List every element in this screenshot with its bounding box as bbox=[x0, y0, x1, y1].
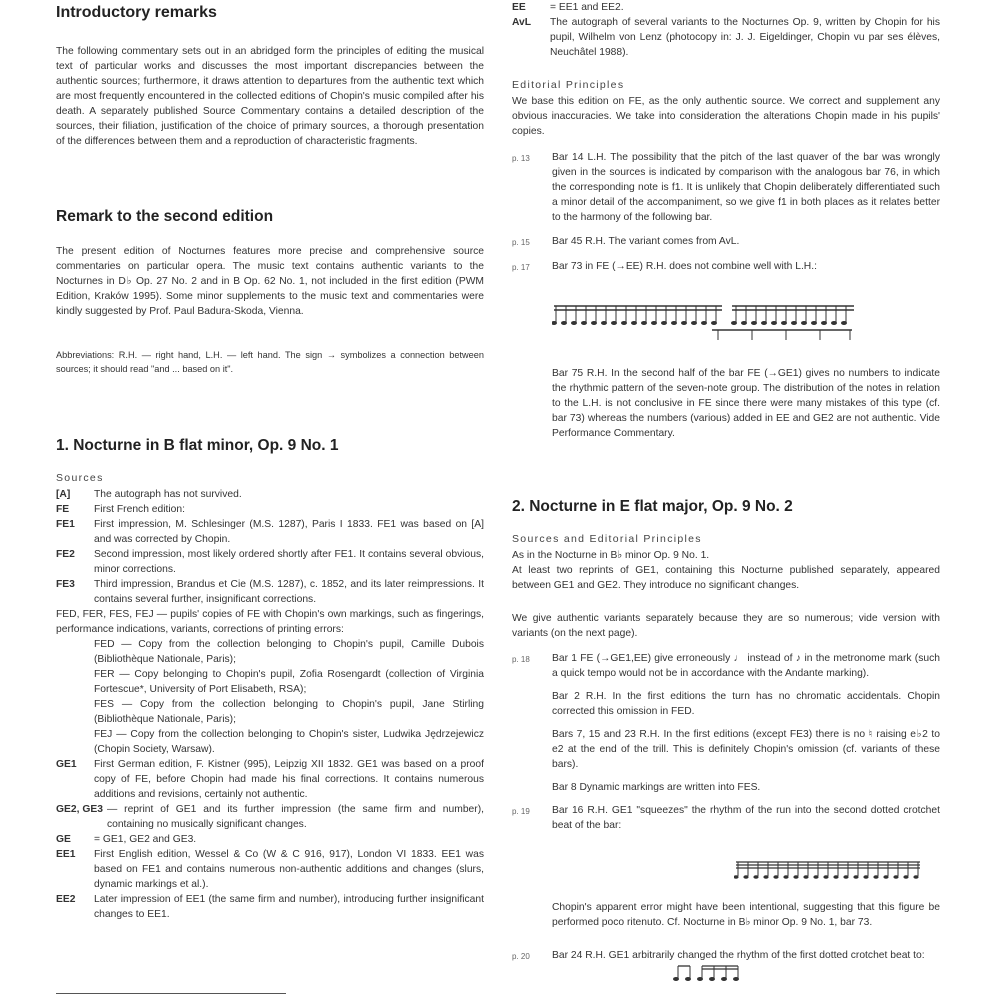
notes-nocturne-2 bbox=[512, 651, 940, 833]
source-entry: GE = GE1, GE2 and GE3. bbox=[56, 834, 197, 845]
source-entry: FE1 First impression, M. Schlesinger (M.S. 1287), Paris I 1833. FE1 was based on [A] and was corrected by Chopin. bbox=[56, 519, 484, 545]
music-example-bar-24 bbox=[672, 963, 744, 985]
editorial-principles-label: Editorial Principles bbox=[512, 79, 625, 91]
nocturne-2-title: 2. Nocturne in E flat major, Op. 9 No. 2 bbox=[512, 498, 793, 515]
bar-24-note-wrap bbox=[512, 948, 940, 964]
variants-text: We give authentic variants separately because they are so numerous; vide version with variants (on the next page). bbox=[512, 613, 940, 639]
nocturne-1-title: 1. Nocturne in B flat minor, Op. 9 No. 1 bbox=[56, 437, 339, 454]
second-edition-title: Remark to the second edition bbox=[56, 208, 274, 225]
source-entry: EE1 First English edition, Wessel & Co (W & C 916, 917), London VI 1833. EE1 was based on FE1 and contains numerous non-authentic additions and changes (slurs, dynamic markings et al.). bbox=[56, 849, 484, 890]
note-entry: p. 13 Bar 14 L.H. The possibility that the pitch of the last quaver of the bar was wrongly given in the sources is indicated by comparison with the analogous bar 76, in which the corresponding note is f1. It is unlikely that Chopin deliberately differentiated such a minor detail of the accompaniment, so we give f1 in both places as it relates better to the harmony of the following bar. bbox=[512, 152, 940, 223]
bar-2-note: Bar 2 R.H. In the first editions the turn has no chromatic accidentals. Chopin corrected this omission in FED. bbox=[552, 691, 940, 717]
note-entry: p. 19 Bar 16 R.H. GE1 "squeezes" the rhythm of the run into the second dotted crotchet beat of the bar: bbox=[512, 805, 940, 831]
second-edition-text: The present edition of Nocturnes features more precise and comprehensive source commentaries on particular opera. The music text contains authentic variants to the Nocturnes in D♭ Op. 27 No. 2 and in B Op. 62 No. 1, not included in the first edition (PWM Edition, Kraków 1995). Some minor supplements to the music text and commentaries were kindly suggested by Prof. Paul Badura-Skoda, Vienna. bbox=[56, 246, 484, 317]
source-entry: AvL The autograph of several variants to the Nocturnes Op. 9, written by Chopin for his pupil, Wilhelm von Lenz (photocopy in: J. J. Eigeldinger, Chopin vu par ses élèves, Neuchâtel 1988). bbox=[512, 17, 940, 58]
bar-75-note: Bar 75 R.H. In the second half of the bar FE (→GE1) gives no numbers to indicate the rhythmic pattern of the seven-note group. The distribution of the notes in relation to the L.H. is not conclusive in FE since there were many mistakes of this type (cf. bar 73) whereas the numbers (various) added in EE and GE2 are not authentic. Vide Performance Commentary. bbox=[552, 368, 940, 440]
music-example-bar-16 bbox=[734, 858, 924, 888]
source-entry: FE3 Third impression, Brandus et Cie (M.S. 1287), c. 1852, and its later reimpressions. It contains several further, insignificant corrections. bbox=[56, 579, 484, 605]
bar-16-continued: Chopin's apparent error might have been intentional, suggesting that this figure be performed poco ritenuto. Cf. Nocturne in B♭ minor Op. 9 No. 1, bar 73. bbox=[552, 902, 940, 929]
copy-entry: FEJ — Copy from the collection belonging to Chopin's sister, Ludwika Jędrzejewicz (Chopin Society, Warsaw). bbox=[94, 729, 484, 755]
source-entry: GE2, GE3 — reprint of GE1 and its further impression (the same firm and number), containing no musically significant changes. bbox=[56, 804, 484, 830]
reprints-text: At least two reprints of GE1, containing this Nocturne published separately, appeared between GE1 and GE2. They introduce no significant changes. bbox=[512, 565, 940, 591]
note-entry: p. 17 Bar 73 in FE (→EE) R.H. does not combine well with L.H.: bbox=[512, 261, 817, 272]
editorial-principles-text: We base this edition on FE, as the only authentic source. We correct and supplement any obvious inaccuracies. We take into consideration the alterations Chopin made in his pupils' copies. bbox=[512, 96, 940, 137]
sources-label: Sources bbox=[56, 472, 104, 484]
sources-editorial-text: As in the Nocturne in B♭ minor Op. 9 No. 1. bbox=[512, 550, 710, 561]
note-entry: p. 20 Bar 24 R.H. GE1 arbitrarily changed the rhythm of the first dotted crotchet beat to: bbox=[512, 950, 925, 961]
bar-8-note: Bar 8 Dynamic markings are written into FES. bbox=[552, 782, 761, 793]
source-entry: [A] The autograph has not survived. bbox=[56, 489, 242, 500]
sources-list bbox=[56, 487, 484, 922]
abbreviations: Abbreviations: R.H. — right hand, L.H. — left hand. The sign → symbolizes a connection between sources; it should read "and ... based on it". bbox=[56, 350, 484, 374]
note-entry: p. 18 Bar 1 FE (→GE1,EE) give erroneously ♩ instead of ♪ in the metronome mark (such a quick tempo would not be in accordance with the Andante marking). bbox=[512, 653, 940, 679]
sources-continued bbox=[512, 0, 940, 60]
copy-entry: FES — Copy from the collection belonging to Chopin's pupil, Jane Stirling (Bibliothèque Nationale, Paris); bbox=[94, 699, 484, 725]
footnote-rule bbox=[56, 993, 286, 994]
source-entry: EE = EE1 and EE2. bbox=[512, 2, 624, 13]
source-entry: EE2 Later impression of EE1 (the same firm and number), introducing further insignificant changes to EE1. bbox=[56, 894, 484, 920]
source-entry: FE First French edition: bbox=[56, 504, 185, 515]
notes-nocturne-1 bbox=[512, 150, 940, 275]
source-entry: GE1 First German edition, F. Kistner (995), Leipzig XII 1832. GE1 was based on a proof copy of FE, before Chopin had made his final corrections. It contains numerous additions and revisions, certainly not authentic. bbox=[56, 759, 484, 800]
intro-title: Introductory remarks bbox=[56, 4, 217, 21]
music-example-bar-73 bbox=[552, 300, 882, 342]
bars-7-15-23-note: Bars 7, 15 and 23 R.H. In the first editions (except FE3) there is no ♮ raising e♭2 to e2 at the end of the trill. This is definitely Chopin's omission (cf. variants of these bars). bbox=[552, 729, 940, 770]
sources-editorial-label: Sources and Editorial Principles bbox=[512, 533, 702, 545]
source-entry: FE2 Second impression, most likely ordered shortly after FE1. It contains several obvious, minor corrections. bbox=[56, 549, 484, 575]
copy-entry: FER — Copy belonging to Chopin's pupil, Zofia Rosengardt (collection of Virginia Fortescue*, University of Port Elisabeth, RSA); bbox=[94, 669, 484, 695]
copy-entry: FED — Copy from the collection belonging to Chopin's pupil, Camille Dubois (Bibliothèque Nationale, Paris); bbox=[94, 639, 484, 665]
pupils-copies-line: FED, FER, FES, FEJ — pupils' copies of FE with Chopin's own markings, such as fingerings, performance indications, variants, corrections of printing errors: bbox=[56, 609, 484, 635]
note-entry: p. 15 Bar 45 R.H. The variant comes from AvL. bbox=[512, 236, 740, 247]
intro-text: The following commentary sets out in an abridged form the principles of editing the musical text of particular works and discusses the most important discrepancies between the authentic sources; furthermore, it draws attention to departures from the authentic text which are most frequently encountered in the collected editions of Chopin's music compiled after his death. A separately published Source Commentary contains a detailed description of the sources, their filiation, justification of the choice of primary sources, a thorough presentation of the differences between them and a reproduction of characteristic fragments. bbox=[56, 46, 484, 147]
